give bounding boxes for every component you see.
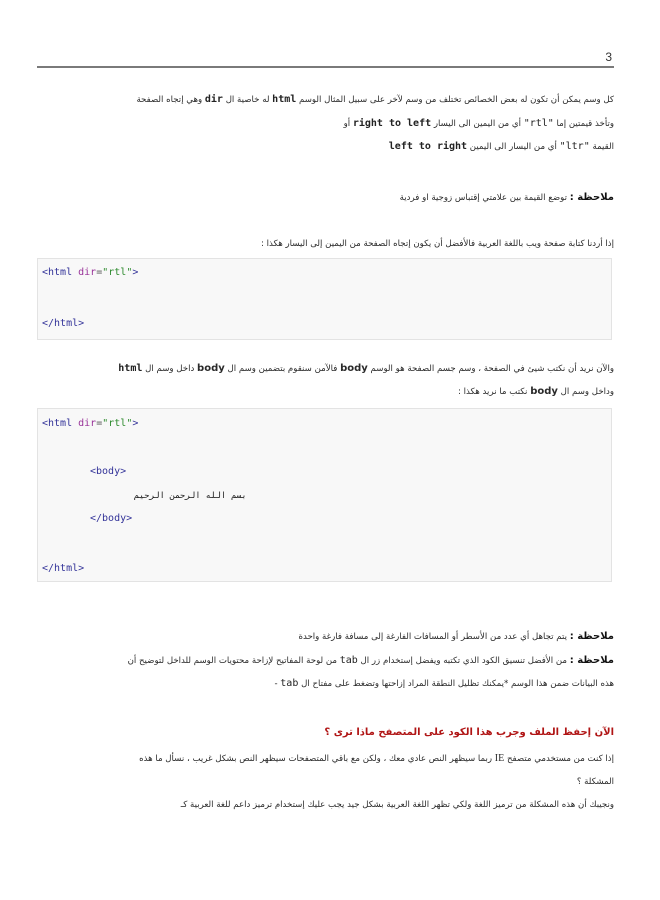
code-line-html-open bbox=[42, 267, 138, 278]
header-rule bbox=[37, 66, 614, 68]
intro-line-1 bbox=[40, 89, 614, 111]
intro-text: القيمة bbox=[592, 142, 614, 152]
note-label: ملاحظة : bbox=[569, 655, 614, 666]
paragraph-text: إذا أردنا كتابة صفحة ويب باللغة العربية فالأفضل أن يكون إتجاه الصفحة من اليمين إلى اليسار هكذا : bbox=[260, 239, 614, 249]
page-number: 3 bbox=[605, 50, 612, 64]
intro-text: له خاصية ال bbox=[225, 95, 270, 105]
note-label: ملاحظة : bbox=[569, 631, 614, 642]
intro-text: وتأخذ قيمتين إما bbox=[556, 119, 614, 129]
note-text: هذه البيانات ضمن هذا الوسم *يمكنك تظليل النطقة المراد إزاحتها وتضغط على مفتاح ال bbox=[301, 679, 614, 689]
inline-code: IE bbox=[494, 753, 505, 764]
inline-code: body bbox=[340, 363, 368, 374]
inline-code: tab bbox=[280, 678, 299, 689]
paragraph-text: فالآمن سنقوم بتضمين وسم ال bbox=[227, 364, 338, 374]
intro-line-2 bbox=[40, 113, 614, 135]
inline-code: body bbox=[530, 386, 558, 397]
paragraph-text: داخل وسم ال bbox=[145, 364, 195, 374]
intro-text: كل وسم يمكن أن تكون له بعض الخصائص تختلف من وسم لآخر على سبيل المثال الوسم bbox=[299, 95, 614, 105]
inline-code: "ltr" bbox=[559, 141, 590, 152]
attr-value: "rtl" bbox=[102, 418, 133, 429]
note-text: - bbox=[274, 679, 278, 689]
inline-code: html bbox=[118, 363, 143, 374]
intro-text: وهي إتجاه الصفحة bbox=[136, 95, 203, 105]
note-text: من لوحة المفاتيح لإزاحة محتويات الوسم للداخل لتوضيح أن bbox=[127, 656, 338, 666]
equals-sign: = bbox=[96, 267, 103, 278]
inline-code: left to right bbox=[388, 141, 468, 152]
tag-end: > bbox=[132, 267, 139, 278]
intro-text: أي من اليسار الى اليمين bbox=[469, 142, 557, 152]
code-line-body-text: بسم الله الرحمن الرحيم bbox=[134, 491, 247, 501]
inline-code: tab bbox=[339, 655, 358, 666]
note-label: ملاحظة : bbox=[569, 192, 614, 203]
body-paragraph-line-2 bbox=[40, 381, 614, 403]
body-paragraph-line-1 bbox=[40, 358, 614, 380]
note-2 bbox=[40, 626, 614, 648]
tag-end: > bbox=[132, 418, 139, 429]
rtl-paragraph bbox=[40, 233, 614, 255]
section-text: إذا كنت من مستخدمي متصفح bbox=[506, 754, 614, 764]
attr-dir: dir bbox=[78, 267, 97, 278]
attr-dir: dir bbox=[78, 418, 97, 429]
tag-html: <html bbox=[42, 418, 73, 429]
code-block-2 bbox=[37, 408, 612, 582]
inline-code: dir bbox=[204, 94, 223, 105]
tag-html: <html bbox=[42, 267, 73, 278]
equals-sign: = bbox=[96, 418, 103, 429]
section-heading: الآن إحفظ الملف وجرب هذا الكود على المتصفح ماذا ترى ؟ bbox=[324, 727, 614, 738]
intro-line-3 bbox=[40, 136, 614, 158]
code-line-html-close: </html> bbox=[42, 318, 85, 329]
note-3-line-2 bbox=[40, 673, 614, 695]
intro-text: أو bbox=[343, 119, 351, 129]
inline-code: html bbox=[272, 94, 297, 105]
attr-value: "rtl" bbox=[102, 267, 133, 278]
inline-code: right to left bbox=[352, 118, 432, 129]
section-text: ربما سيظهر النص عادي معك ، ولكن مع باقي المتصفحات سيظهر النص بشكل غريب ، نسأل ما هذه bbox=[139, 754, 493, 764]
code-line-body-open: <body> bbox=[90, 466, 127, 477]
note-text: من الأفضل تنسيق الكود الذي تكتبه ويفضل إستخدام زر ال bbox=[360, 656, 567, 666]
inline-code: body bbox=[197, 363, 225, 374]
section-line-2 bbox=[40, 771, 614, 793]
code-line-body-close: </body> bbox=[90, 513, 133, 524]
code-block-1 bbox=[37, 258, 612, 340]
section-text: ونجيبك أن هذه المشكلة من ترميز اللغة ولكي تظهر اللغة العربية بشكل جيد يجب عليك إستخدام ترميز داعم للغة العربية كـ bbox=[180, 800, 614, 810]
code-line-html-open bbox=[42, 418, 138, 429]
note-1 bbox=[40, 187, 614, 209]
code-line-html-close: </html> bbox=[42, 563, 85, 574]
paragraph-text: وداخل وسم ال bbox=[560, 387, 614, 397]
paragraph-text: نكتب ما نريد هكذا : bbox=[458, 387, 528, 397]
inline-code: "rtl" bbox=[523, 118, 554, 129]
note-text: يتم تجاهل أي عدد من الأسطر أو المسافات الفارغة إلى مسافة فارغة واحدة bbox=[298, 632, 567, 642]
section-text: المشكلة ؟ bbox=[576, 777, 614, 787]
intro-text: أي من اليمين الى اليسار bbox=[433, 119, 521, 129]
section-line-3 bbox=[40, 794, 614, 816]
paragraph-text: والآن نريد أن نكتب شيئ في الصفحة ، وسم جسم الصفحة هو الوسم bbox=[370, 364, 614, 374]
section-line-1 bbox=[40, 748, 614, 770]
note-text: توضع القيمة بين علامتي إقتباس زوجية او فردية bbox=[399, 193, 567, 203]
note-3-line-1 bbox=[40, 650, 614, 672]
